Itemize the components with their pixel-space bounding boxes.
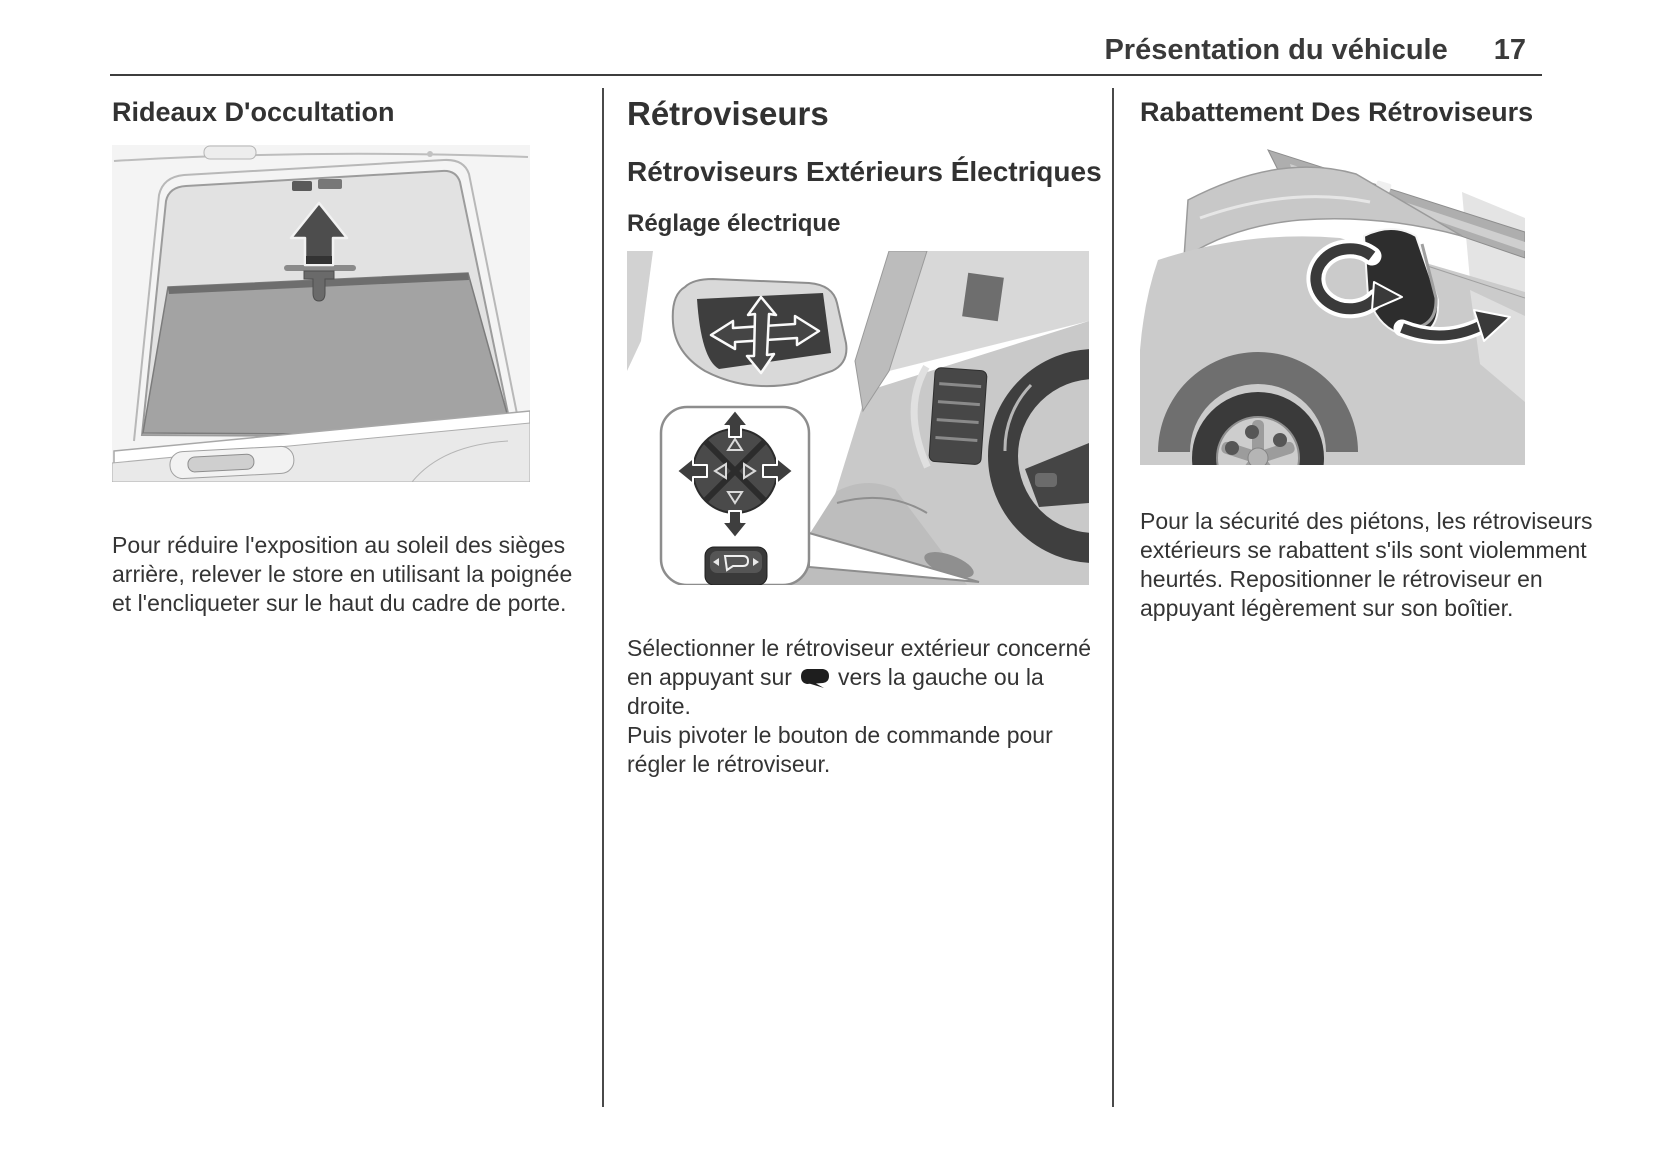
curtains-title: Rideaux D'occultation [112,97,395,127]
column-mirrors [627,95,1105,779]
folding-title: Rabattement Des Rétroviseurs [1140,97,1534,127]
page-header [110,34,1542,67]
header-rule [110,74,1542,76]
mirror-select-icon [799,667,831,689]
page-number: 17 [1493,34,1526,66]
mirrors-title: Rétroviseurs [627,95,829,132]
sunshade [143,273,508,435]
mirror-adjustment-control-figure [627,251,1089,585]
door-handle-recess [169,446,294,479]
tweeter-speaker [962,273,1004,322]
mirrors-subtitle: Rétroviseurs Extérieurs Électriques [627,156,1102,187]
column-divider-left [602,88,604,1107]
header-section-title: Présentation du véhicule [1104,34,1448,66]
column-folding [1140,95,1596,623]
mirrors-body-select: Sélectionner le rétroviseur extérieur concerné en appuyant sur vers la gauche ou la droite. [627,635,1092,719]
mirror-folding-figure [1140,140,1525,465]
rear-window-sunshade-figure [112,145,530,482]
mirror-select-switch-icon [705,547,767,585]
folding-body: Pour la sécurité des piétons, les rétroviseurs extérieurs se rabattent s'ils sont violemment heurtés. Repositionner le rétroviseur en appuyant légèrement sur son boîtier. [1140,508,1593,621]
curtains-body: Pour réduire l'exposition au soleil des sièges arrière, relever le store en utilisant la poignée et l'encliqueter sur le haut du cadre de porte. [112,532,573,616]
mirrors-kicker: Réglage électrique [627,210,841,237]
column-divider-right [1112,88,1114,1107]
column-curtains [112,95,594,618]
mirrors-body-adjust: Puis pivoter le bouton de commande pour régler le rétroviseur. [627,722,1053,777]
